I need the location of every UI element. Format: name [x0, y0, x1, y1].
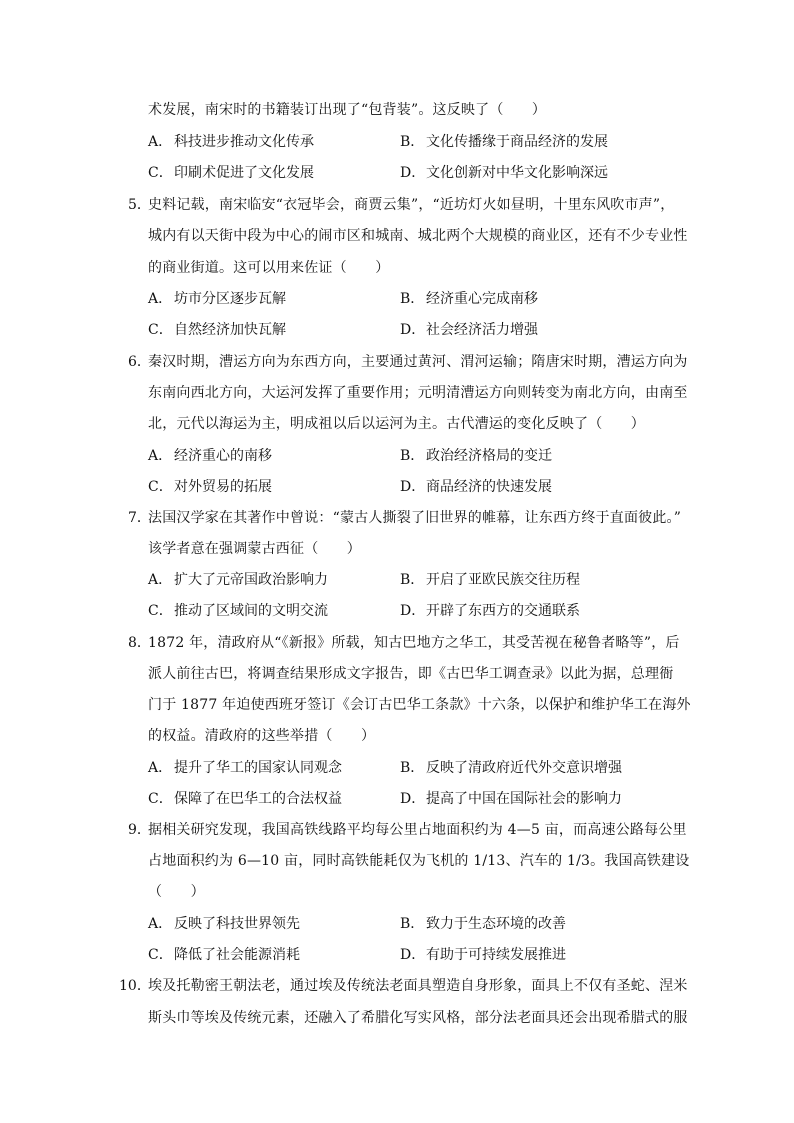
q10-stem-line-2: 斯头巾等埃及传统元素，还融入了希腊化写实风格，部分法老面具还会出现希腊式的服 [148, 1010, 688, 1026]
option-label: D． [400, 603, 426, 619]
option-label: C． [148, 479, 173, 495]
q5-option-c[interactable] [148, 320, 286, 340]
q5-stem-line-1: 史料记载，南宋临安“衣冠毕会，商贾云集”，“近坊灯火如昼明，十里东风吹市声”， [148, 197, 675, 213]
option-label: D． [400, 165, 426, 181]
q8-stem-line-2: 派人前往古巴，将调查结果形成文字报告，即《古巴华工调查录》以此为据，总理衙 [148, 666, 674, 682]
q4-stem-continued: 术发展，南宋时的书籍装订出现了“包背装”。这反映了（ ） [148, 102, 547, 118]
q8-stem-line-1: 1872 年，清政府从“《新报》所载，知古巴地方之华工，其受苦视在秘鲁者略等”，后 [148, 635, 680, 651]
option-text: 自然经济加快瓦解 [174, 322, 286, 338]
q9-option-a[interactable] [148, 914, 300, 934]
option-text: 科技进步推动文化传承 [174, 134, 314, 150]
q5-stem-line-3: 的商业街道。这可以用来佐证（ ） [148, 260, 390, 276]
q5-option-a[interactable] [148, 289, 286, 309]
q8-stem-line-4: 的权益。清政府的这些举措（ ） [148, 728, 376, 744]
option-text: 印刷术促进了文化发展 [174, 165, 314, 181]
q8-number: 8． [128, 635, 151, 651]
q4-option-a[interactable] [148, 132, 314, 152]
option-text: 提升了华工的国家认同观念 [174, 760, 342, 776]
option-label: B． [400, 916, 425, 932]
q8-option-d[interactable] [400, 789, 622, 809]
q6-stem-line-2: 东南向西北方向，大运河发挥了重要作用；元明清漕运方向则转变为南北方向，由南至 [148, 385, 688, 401]
option-text: 坊市分区逐步瓦解 [174, 291, 286, 307]
option-text: 文化创新对中华文化影响深远 [426, 165, 608, 181]
option-text: 降低了社会能源消耗 [174, 947, 300, 963]
q5-number: 5． [128, 197, 151, 213]
option-text: 开辟了东西方的交通联系 [426, 603, 580, 619]
q5-option-b[interactable] [400, 289, 538, 309]
q6-option-c[interactable] [148, 477, 272, 497]
option-text: 开启了亚欧民族交往历程 [426, 572, 580, 588]
q5-stem-line-2: 城内有以天街中段为中心的闹市区和城南、城北两个大规模的商业区，还有不少专业性 [148, 228, 688, 244]
option-text: 对外贸易的拓展 [174, 479, 272, 495]
option-label: C． [148, 791, 173, 807]
option-text: 保障了在巴华工的合法权益 [174, 791, 342, 807]
q4-option-b[interactable] [400, 132, 608, 152]
option-text: 有助于可持续发展推进 [426, 947, 566, 963]
q6-option-a[interactable] [148, 446, 272, 466]
q6-option-b[interactable] [400, 446, 552, 466]
option-label: C． [148, 603, 173, 619]
option-text: 推动了区域间的文明交流 [174, 603, 328, 619]
q7-option-c[interactable] [148, 601, 328, 621]
option-label: B． [400, 760, 425, 776]
q7-stem-line-1: 法国汉学家在其著作中曾说：“蒙古人撕裂了旧世界的帷幕，让东西方终于直面彼此。” [148, 510, 682, 526]
option-label: D． [400, 322, 426, 338]
option-text: 经济重心完成南移 [426, 291, 538, 307]
q9-option-b[interactable] [400, 914, 566, 934]
q5-option-d[interactable] [400, 320, 538, 340]
option-text: 社会经济活力增强 [426, 322, 538, 338]
q9-option-d[interactable] [400, 945, 566, 965]
q4-option-c[interactable] [148, 163, 314, 183]
option-label: A． [148, 291, 173, 307]
q9-number: 9． [128, 822, 151, 838]
option-label: A． [148, 448, 173, 464]
q7-option-d[interactable] [400, 601, 580, 621]
option-label: C． [148, 947, 173, 963]
q8-stem-line-3: 门于 1877 年迫使西班牙签订《会订古巴华工条款》十六条，以保护和维护华工在海外 [148, 697, 691, 713]
option-text: 商品经济的快速发展 [426, 479, 552, 495]
q7-number: 7． [128, 510, 151, 526]
option-text: 经济重心的南移 [174, 448, 272, 464]
q4-option-d[interactable] [400, 163, 608, 183]
option-text: 反映了科技世界领先 [174, 916, 300, 932]
q6-option-d[interactable] [400, 477, 552, 497]
q8-option-b[interactable] [400, 758, 622, 778]
q9-option-c[interactable] [148, 945, 300, 965]
q9-stem-line-1: 据相关研究发现，我国高铁线路平均每公里占地面积约为 4—5 亩，而高速公路每公里 [148, 822, 687, 838]
q7-option-a[interactable] [148, 570, 328, 590]
option-text: 政治经济格局的变迁 [426, 448, 552, 464]
option-label: A． [148, 916, 173, 932]
option-label: A． [148, 134, 173, 150]
q10-stem-line-1: 埃及托勒密王朝法老，通过埃及传统法老面具塑造自身形象，面具上不仅有圣蛇、涅米 [148, 978, 688, 994]
q6-number: 6． [128, 354, 151, 370]
option-text: 扩大了元帝国政治影响力 [174, 572, 328, 588]
option-label: A． [148, 572, 173, 588]
option-label: C． [148, 322, 173, 338]
option-text: 提高了中国在国际社会的影响力 [426, 791, 622, 807]
option-label: B． [400, 448, 425, 464]
q9-stem-line-2: 占地面积约为 6—10 亩，同时高铁能耗仅为飞机的 1/13、汽车的 1/3。我国高铁建设 [148, 853, 690, 869]
q7-option-b[interactable] [400, 570, 580, 590]
option-label: D． [400, 947, 426, 963]
option-label: D． [400, 479, 426, 495]
q9-stem-line-3: （ ） [148, 884, 205, 900]
q7-stem-line-2: 该学者意在强调蒙古西征（ ） [148, 541, 361, 557]
option-label: B． [400, 291, 425, 307]
q8-option-c[interactable] [148, 789, 342, 809]
q8-option-a[interactable] [148, 758, 342, 778]
q10-number: 10． [119, 978, 151, 994]
option-text: 致力于生态环境的改善 [426, 916, 566, 932]
option-label: C． [148, 165, 173, 181]
option-text: 文化传播缘于商品经济的发展 [426, 134, 608, 150]
q6-stem-line-1: 秦汉时期，漕运方向为东西方向，主要通过黄河、渭河运输；隋唐宋时期，漕运方向为 [148, 354, 688, 370]
option-label: A． [148, 760, 173, 776]
option-label: B． [400, 572, 425, 588]
option-label: B． [400, 134, 425, 150]
q6-stem-line-3: 北，元代以海运为主，明成祖以后以运河为主。古代漕运的变化反映了（ ） [148, 416, 645, 432]
option-label: D． [400, 791, 426, 807]
option-text: 反映了清政府近代外交意识增强 [426, 760, 622, 776]
